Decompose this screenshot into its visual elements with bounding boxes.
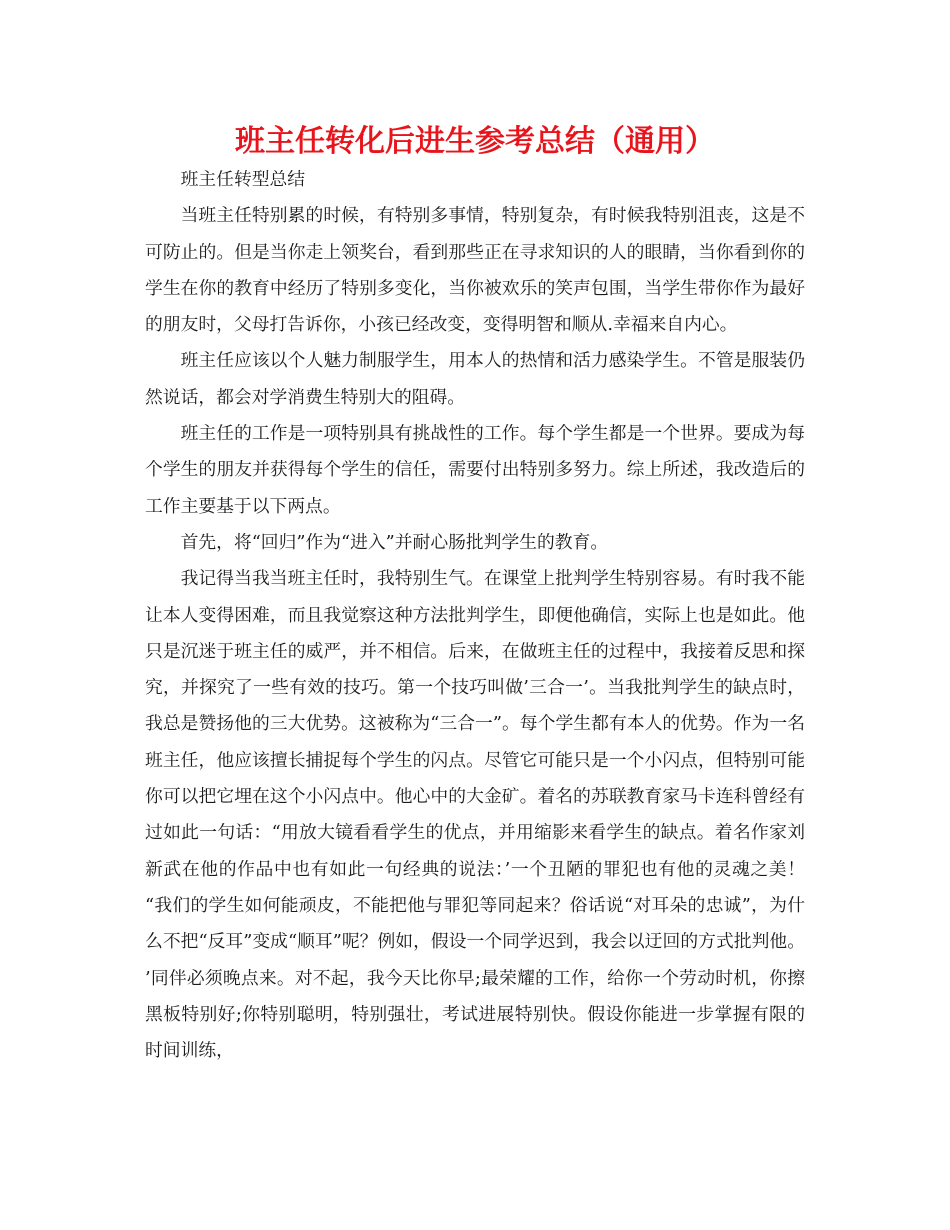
paragraph: 我记得当我当班主任时，我特别生气。在课堂上批判学生特别容易。有时我不能让本人变得困难，而且我觉察这种方法批判学生，即便他确信，实际上也是如此。他只是沉迷于班主任的威严，并不相信。后来，在做班主任的过程中，我接着反思和探究，并探究了一些有效的技巧。第一个技巧叫做’三合一’。当我批判学生的缺点时，我总是赞扬他的三大优势。这被称为“三合一”。每个学生都有本人的优势。作为一名班主任，他应该擅长捕捉每个学生的闪点。尽管它可能只是一个小闪点，但特别可能你可以把它埋在这个小闪点中。他心中的大金矿。着名的苏联教育家马卡连科曾经有过如此一句话：“用放大镜看看学生的优点，并用缩影来看学生的缺点。着名作家刘新武在他的作品中也有如此一句经典的说法：’一个丑陋的罪犯也有他的灵魂之美！ “我们的学生如何能顽皮，不能把他与罪犯等同起来？俗话说“对耳朵的忠诚”，为什么不把“反耳”变成“顺耳”呢？例如，假设一个同学迟到，我会以迂回的方式批判他。 ’同伴必须晚点来。对不起，我今天比你早;最荣耀的工作，给你一个劳动时机，你擦黑板特别好;你特别聪明，特别强壮，考试进展特别快。假设你能进一步掌握有限的时间训练， — [145, 568, 805, 1062]
paragraph: 班主任的工作是一项特别具有挑战性的工作。每个学生都是一个世界。要成为每个学生的朋友并获得每个学生的信任，需要付出特别多努力。综上所述，我改造后的工作主要基于以下两点。 — [145, 423, 805, 517]
paragraph-subtitle: 班主任转型总结 — [180, 169, 306, 190]
document-title: 班主任转化后进生参考总结（通用） — [235, 124, 715, 159]
paragraph: 当班主任特别累的时候，有特别多事情，特别复杂，有时候我特别沮丧，这是不可防止的。但是当你走上领奖台，看到那些正在寻求知识的人的眼睛，当你看到你的学生在你的教育中经历了特别多变化，当你被欢乐的笑声包围，当学生带你作为最好的朋友时，父母打告诉你，小孩已经改变，变得明智和顺从.幸福来自内心。 — [145, 205, 805, 336]
paragraph: 首先，将“回归”作为“进入”并耐心肠批判学生的教育。 — [180, 531, 609, 553]
document-body — [145, 162, 805, 1069]
paragraph: 班主任应该以个人魅力制服学生，用本人的热情和活力感染学生。不管是服装仍然说话，都会对学消费生特别大的阻碍。 — [145, 350, 805, 408]
